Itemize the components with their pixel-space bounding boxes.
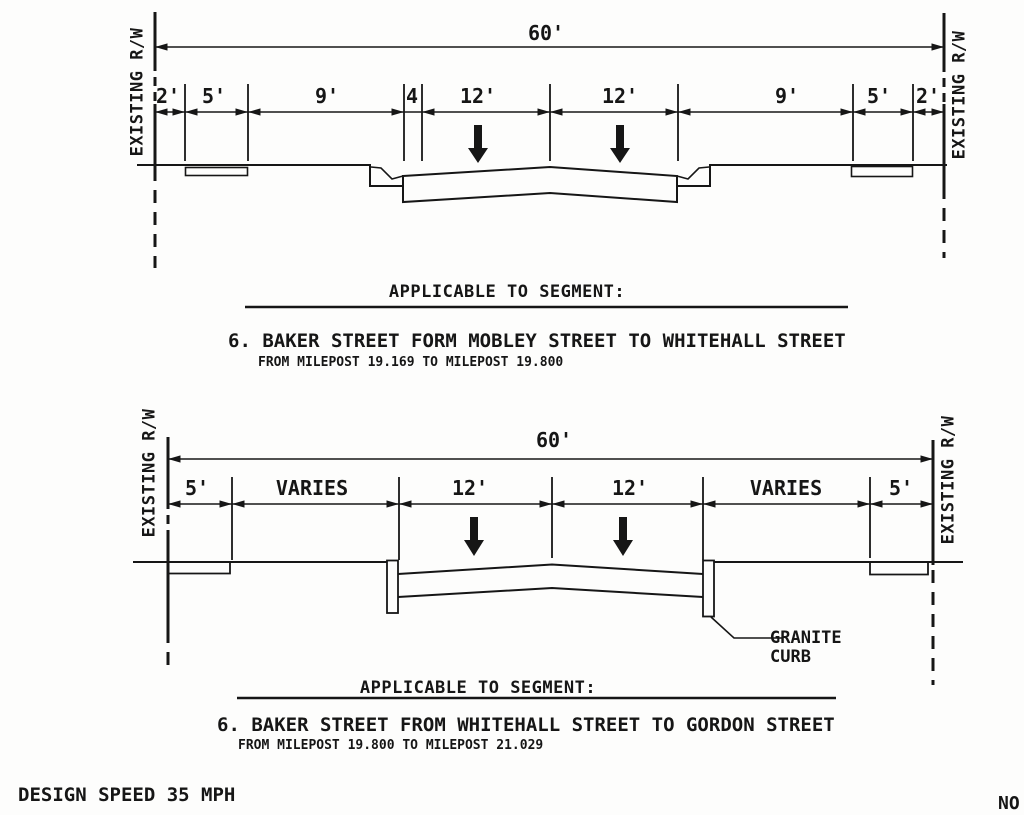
bottom-right-rw-label: EXISTING R/W bbox=[938, 415, 959, 545]
top-lane-direction-arrows bbox=[468, 125, 630, 163]
top-cross-section bbox=[137, 12, 947, 307]
dim-label: 12' bbox=[611, 476, 649, 500]
dim-label: 5' bbox=[201, 84, 227, 108]
top-overall-dim-label: 60' bbox=[527, 21, 565, 45]
bottom-ground-and-pavement bbox=[133, 561, 963, 639]
bottom-left-rw-label: EXISTING R/W bbox=[139, 408, 160, 538]
dim-label: 12' bbox=[459, 84, 497, 108]
dim-label: 4 bbox=[405, 84, 419, 108]
bottom-right-sidewalk-slab bbox=[870, 562, 928, 575]
down-arrow-icon bbox=[464, 517, 484, 556]
dim-label: 9' bbox=[314, 84, 340, 108]
dim-label: 2' bbox=[915, 84, 941, 108]
down-arrow-icon bbox=[610, 125, 630, 163]
bottom-overall-dim-label: 60' bbox=[535, 428, 573, 452]
top-segment-title: 6. BAKER STREET FORM MOBLEY STREET TO WHITEHALL STREET bbox=[228, 330, 846, 352]
bottom-left-granite-curb bbox=[387, 561, 398, 614]
dim-label: VARIES bbox=[275, 476, 349, 500]
top-dim-ticks bbox=[185, 84, 913, 161]
bottom-segment-title: 6. BAKER STREET FROM WHITEHALL STREET TO GORDON STREET bbox=[217, 714, 835, 736]
dim-label: 12' bbox=[451, 476, 489, 500]
bottom-lane-direction-arrows bbox=[464, 517, 633, 556]
bottom-right-granite-curb bbox=[703, 561, 714, 617]
top-left-rw-label: EXISTING R/W bbox=[127, 27, 148, 157]
granite-curb-callout-line1: GRANITE bbox=[770, 628, 842, 648]
dim-label: 12' bbox=[601, 84, 639, 108]
bottom-applicable-heading: APPLICABLE TO SEGMENT: bbox=[359, 678, 597, 698]
top-pavement-slab bbox=[403, 167, 677, 202]
top-right-sidewalk-slab bbox=[852, 167, 913, 177]
top-left-sidewalk-slab bbox=[186, 168, 248, 176]
dim-label: 5' bbox=[866, 84, 892, 108]
down-arrow-icon bbox=[613, 517, 633, 556]
granite-curb-callout-line2: CURB bbox=[770, 647, 811, 667]
top-right-gutter bbox=[677, 167, 709, 179]
truncated-note: NO bbox=[998, 793, 1020, 814]
design-speed-note: DESIGN SPEED 35 MPH bbox=[18, 784, 236, 806]
dim-label: 5' bbox=[184, 476, 210, 500]
bottom-pavement-bottom bbox=[398, 588, 703, 597]
down-arrow-icon bbox=[468, 125, 488, 163]
top-ground-and-pavement bbox=[137, 165, 947, 202]
dim-label: 5' bbox=[888, 476, 914, 500]
dim-label: VARIES bbox=[749, 476, 823, 500]
bottom-left-sidewalk-slab bbox=[168, 562, 230, 574]
top-left-gutter bbox=[371, 167, 403, 179]
top-segment-milepost: FROM MILEPOST 19.169 TO MILEPOST 19.800 bbox=[258, 355, 564, 370]
top-right-rw-label: EXISTING R/W bbox=[949, 30, 970, 160]
bottom-pavement-top bbox=[398, 565, 703, 575]
top-applicable-heading: APPLICABLE TO SEGMENT: bbox=[388, 282, 626, 302]
bottom-segment-milepost: FROM MILEPOST 19.800 TO MILEPOST 21.029 bbox=[238, 738, 544, 753]
granite-curb-callout bbox=[770, 629, 842, 667]
dim-label: 9' bbox=[774, 84, 800, 108]
dim-label: 2' bbox=[155, 84, 181, 108]
